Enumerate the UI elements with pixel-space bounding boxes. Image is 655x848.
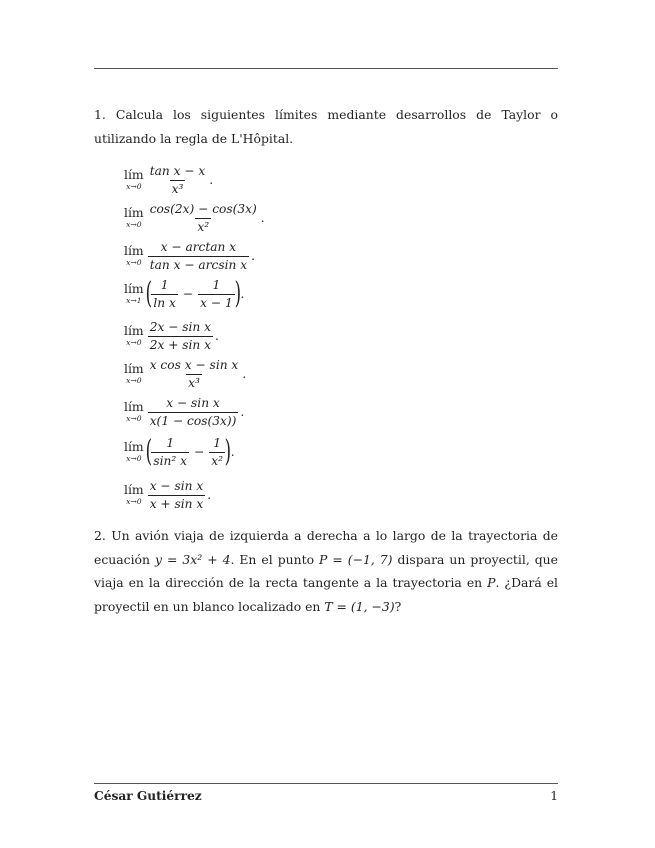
fraction — [148, 321, 213, 352]
fraction — [148, 203, 259, 234]
end-punctuation: . — [240, 405, 245, 419]
denominator: sin² x — [153, 453, 188, 468]
limit-3 — [124, 236, 255, 276]
numerator: x cos x − sin x — [149, 357, 239, 372]
lim-word: lím — [124, 482, 144, 497]
lim-subscript: x→0 — [126, 414, 142, 424]
header-rule — [94, 68, 558, 69]
end-punctuation: . — [260, 211, 265, 225]
minus-sign: − — [194, 445, 205, 459]
numerator: x − sin x — [149, 478, 204, 493]
fraction — [148, 241, 249, 272]
limit-2 — [124, 198, 265, 238]
denominator: x² — [211, 453, 224, 468]
denominator: 2x + sin x — [149, 337, 212, 352]
limit-6 — [124, 354, 246, 394]
lim-subscript: x→0 — [126, 182, 142, 192]
point-p: P = (−1, 7) — [319, 551, 393, 567]
denominator: x − 1 — [200, 295, 233, 310]
denominator: x + sin x — [149, 496, 204, 511]
fraction-2 — [198, 279, 235, 310]
left-paren: ( — [145, 276, 152, 311]
numerator: x − sin x — [166, 395, 220, 410]
end-punctuation: . — [251, 249, 255, 263]
lim-operator — [124, 484, 144, 506]
point-p-ref: P — [487, 575, 496, 590]
numerator: 1 — [212, 277, 221, 292]
limit-7 — [124, 392, 244, 432]
left-paren: ( — [145, 434, 152, 469]
end-punctuation: . — [207, 488, 212, 502]
limit-1 — [124, 160, 213, 200]
lim-operator — [124, 441, 144, 463]
lim-word: lím — [124, 167, 144, 182]
problem-2-statement — [94, 524, 558, 618]
lim-subscript: x→0 — [126, 220, 142, 230]
denominator: tan x − arcsin x — [149, 257, 248, 272]
lim-operator — [124, 363, 144, 385]
limit-5 — [124, 316, 219, 356]
footer-rule — [94, 783, 558, 784]
lim-operator — [124, 283, 144, 305]
lim-subscript: x→0 — [126, 497, 142, 507]
lim-word: lím — [124, 243, 144, 258]
limit-9 — [124, 475, 211, 515]
problem-2-text-3: dispara un proyectil, que viaja en la dirección de la recta tangente a la trayectoria en — [94, 551, 558, 590]
fraction — [148, 165, 208, 196]
denominator: ln x — [153, 295, 176, 310]
lim-subscript: x→0 — [126, 454, 142, 464]
fraction-1 — [151, 437, 189, 468]
right-paren: ) — [224, 434, 232, 469]
lim-operator — [124, 207, 144, 229]
end-punctuation: . — [242, 367, 247, 381]
fraction — [148, 480, 206, 511]
lim-word: lím — [124, 205, 144, 220]
denominator: x³ — [171, 181, 184, 196]
lim-word: lím — [124, 323, 144, 338]
fraction-1 — [151, 279, 178, 310]
lim-word: lím — [124, 399, 144, 414]
denominator: x³ — [188, 375, 200, 390]
lim-subscript: x→0 — [126, 376, 142, 386]
end-punctuation: . — [230, 445, 235, 459]
numerator: 1 — [160, 277, 169, 292]
lim-operator — [124, 325, 144, 347]
numerator: 1 — [166, 435, 175, 450]
denominator: x(1 − cos(3x)) — [149, 413, 237, 428]
numerator: tan x − x — [149, 163, 206, 178]
footer-author: César Gutiérrez — [94, 789, 202, 803]
denominator: x² — [197, 219, 210, 234]
numerator: 1 — [213, 435, 222, 450]
end-punctuation: . — [209, 173, 214, 187]
fraction-2 — [209, 437, 225, 468]
problem-1-statement: 1. Calcula los siguientes límites mediante desarrollos de Taylor o utilizando la regla de L'Hôpital. — [94, 107, 558, 146]
lim-word: lím — [124, 281, 144, 296]
numerator: cos(2x) − cos(3x) — [149, 201, 257, 216]
problem-2-text-5: ? — [394, 598, 402, 614]
limit-4 — [124, 274, 244, 314]
curve-equation: y = 3x² + 4 — [154, 551, 231, 567]
lim-operator — [124, 401, 144, 423]
lim-operator — [124, 169, 144, 191]
numerator: x − arctan x — [160, 239, 237, 254]
numerator: 2x − sin x — [149, 319, 212, 334]
right-paren: ) — [234, 276, 241, 311]
lim-subscript: x→0 — [126, 338, 142, 348]
end-punctuation: . — [215, 329, 219, 343]
lim-subscript: x→0 — [126, 258, 142, 268]
lim-word: lím — [124, 439, 144, 454]
problem-2-text-4: . ¿Dará el proyectil en un blanco localizado en — [94, 575, 559, 614]
page-number: 1 — [550, 789, 558, 803]
lim-word: lím — [124, 361, 144, 376]
problem-2-text-2: . En el punto — [230, 551, 320, 567]
minus-sign: − — [182, 287, 194, 301]
problem-2-text-1: 2. Un avión viaja de izquierda a derecha a lo largo de la trayectoria de ecuación — [94, 528, 558, 567]
lim-operator — [124, 245, 144, 267]
fraction — [148, 359, 241, 390]
fraction — [148, 397, 239, 428]
lim-subscript: x→1 — [126, 296, 142, 306]
end-punctuation: . — [240, 287, 245, 301]
target-point: T = (1, −3) — [324, 598, 395, 614]
limit-8 — [124, 432, 235, 472]
